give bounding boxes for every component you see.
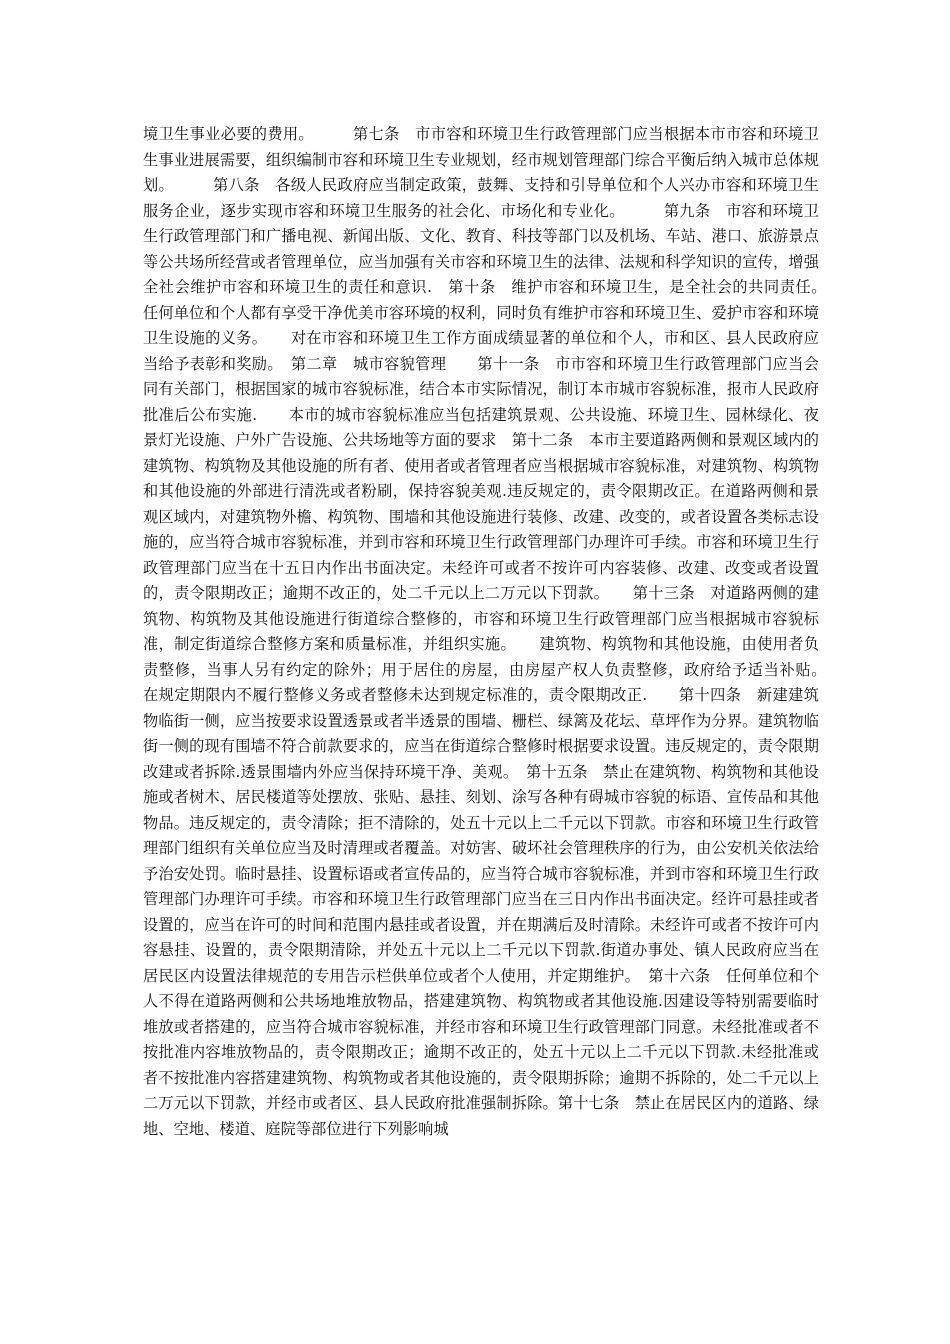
body-paragraph: 境卫生事业必要的费用。 第七条 市市容和环境卫生行政管理部门应当根据本市市容和环境卫生事业进展需要，组织编制市容和环境卫生专业规划，经市规划管理部门综合平衡后纳入城市总体规划。 第八条 各级人民政府应当制定政策，鼓舞、支持和引导单位和个人兴办市容和环境卫生服务企业，逐步实现市容和环境卫生服务的社会化、市场化和专业化。 第九条 市容和环境卫生行政管理部门和广播电视、新闻出版、文化、教育、科技等部门以及机场、车站、港口、旅游景点等公共场所经营或者管理单位，应当加强有关市容和环境卫生的法律、法规和科学知识的宣传，增强全社会维护市容和环境卫生的责任和意识. 第十条 维护市容和环境卫生，是全社会的共同责任。 任何单位和个人都有享受干净优美市容环境的权利，同时负有维护市容和环境卫生、爱护市容和环境卫生设施的义务。 对在市容和环境卫生工作方面成绩显著的单位和个人，市和区、县人民政府应当给予表彰和奖励。 第二章 城市容貌管理 第十一条 市市容和环境卫生行政管理部门应当会同有关部门，根据国家的城市容貌标准，结合本市实际情况，制订本市城市容貌标准，报市人民政府批准后公布实施. 本市的城市容貌标准应当包括建筑景观、公共设施、环境卫生、园林绿化、夜景灯光设施、户外广告设施、公共场地等方面的要求 第十二条 本市主要道路两侧和景观区域内的建筑物、构筑物及其他设施的所有者、使用者或者管理者应当根据城市容貌标准，对建筑物、构筑物和其他设施的外部进行清洗或者粉刷，保持容貌美观.违反规定的，责令限期改正。在道路两侧和景观区域内，对建筑物外檐、构筑物、围墙和其他设施进行装修、改建、改变的，或者设置各类标志设施的，应当符合城市容貌标准，并到市容和环境卫生行政管理部门办理许可手续。市容和环境卫生行政管理部门应当在十五日内作出书面决定。未经许可或者不按许可内容装修、改建、改变或者设置的，责令限期改正；逾期不改正的，处二千元以上二万元以下罚款。 第十三条 对道路两侧的建筑物、构筑物及其他设施进行街道综合整修的，市容和环境卫生行政管理部门应当根据城市容貌标准，制定街道综合整修方案和质量标准，并组织实施。 建筑物、构筑物和其他设施，由使用者负责整修，当事人另有约定的除外；用于居住的房屋，由房屋产权人负责整修，政府给予适当补贴。 在规定期限内不履行整修义务或者整修未达到规定标准的，责令限期改正. 第十四条 新建建筑物临街一侧，应当按要求设置透景或者半透景的围墙、栅栏、绿篱及花坛、草坪作为分界。建筑物临街一侧的现有围墙不符合前款要求的，应当在街道综合整修时根据要求设置。违反规定的，责令限期改建或者拆除.透景围墙内外应当保持环境干净、美观。 第十五条 禁止在建筑物、构筑物和其他设施或者树木、居民楼道等处摆放、张贴、悬挂、刻划、涂写各种有碍城市容貌的标语、宣传品和其他物品。违反规定的，责令清除；拒不清除的，处五十元以上二千元以下罚款。市容和环境卫生行政管理部门组织有关单位应当及时清理或者覆盖。对妨害、破坏社会管理秩序的行为，由公安机关依法给予治安处罚。临时悬挂、设置标语或者宣传品的，应当符合城市容貌标准，并到市容和环境卫生行政管理部门办理许可手续。市容和环境卫生行政管理部门应当在三日内作出书面决定。经许可悬挂或者设置的，应当在许可的时间和范围内悬挂或者设置，并在期满后及时清除。未经许可或者不按许可内容悬挂、设置的，责令限期清除，并处五十元以上二千元以下罚款.街道办事处、镇人民政府应当在居民区内设置法律规范的专用告示栏供单位或者个人使用，并定期维护。 第十六条 任何单位和个人不得在道路两侧和公共场地堆放物品，搭建建筑物、构筑物或者其他设施.因建设等特别需要临时堆放或者搭建的，应当符合城市容貌标准，并经市容和环境卫生行政管理部门同意。未经批准或者不按批准内容堆放物品的，责令限期改正；逾期不改正的，处五十元以上二千元以下罚款.未经批准或者不按批准内容搭建建筑物、构筑物或者其他设施的，责令限期拆除；逾期不拆除的，处二千元以上二万元以下罚款，并经市或者区、县人民政府批准强制拆除。第十七条 禁止在居民区内的道路、绿地、空地、楼道、庭院等部位进行下列影响城 — [143, 125, 850, 1138]
